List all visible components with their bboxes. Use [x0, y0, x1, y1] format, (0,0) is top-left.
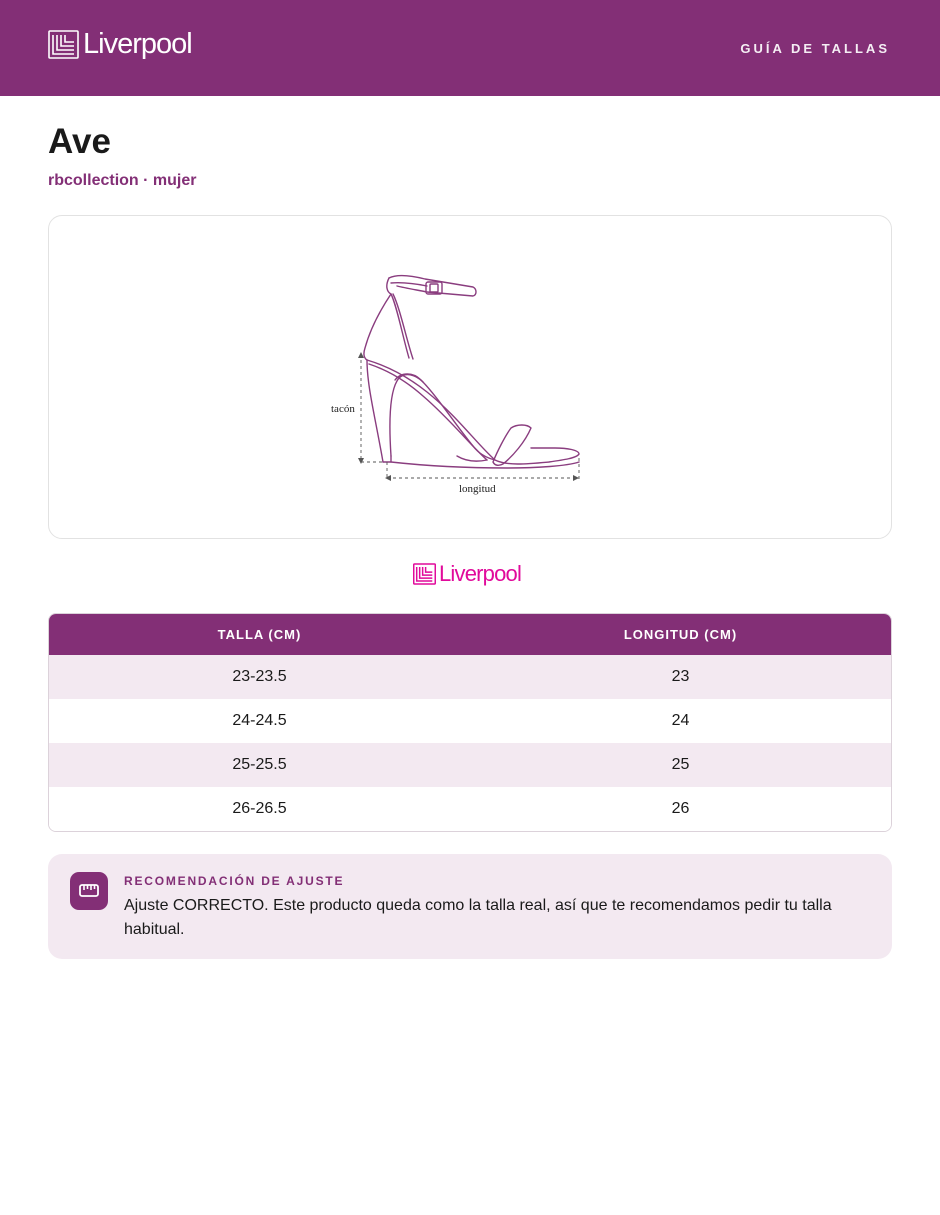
logo-wordmark: Liverpool — [83, 28, 192, 60]
shoe-diagram-card — [48, 215, 892, 539]
table-row — [49, 743, 891, 787]
size-cell: 24-24.5 — [232, 712, 287, 729]
table-row — [49, 787, 891, 831]
recommendation-text: Ajuste CORRECTO. Este producto queda como la talla real, así que te recomendamos pedir tu talla habitual. — [124, 897, 832, 938]
liverpool-brand-mark — [413, 563, 521, 585]
length-cell: 25 — [671, 756, 690, 773]
ruler-icon — [79, 883, 99, 899]
brand-mark-wordmark: Liverpool — [439, 561, 522, 586]
liverpool-logo[interactable] — [48, 30, 192, 59]
length-cell: 26 — [671, 800, 690, 817]
heel-label: tacón — [331, 403, 355, 415]
size-cell: 26-26.5 — [232, 800, 287, 817]
sandal-diagram — [327, 266, 587, 506]
liverpool-logo-icon — [48, 30, 79, 59]
ruler-icon-badge — [70, 872, 108, 910]
length-label: longitud — [459, 483, 496, 495]
size-table — [48, 613, 892, 832]
length-cell: 23 — [671, 668, 690, 685]
fit-recommendation — [48, 854, 892, 959]
column-header-length: LONGITUD (CM) — [623, 627, 738, 642]
recommendation-title: RECOMENDACIÓN DE AJUSTE — [124, 874, 345, 888]
size-table-body — [49, 655, 891, 831]
size-cell: 23-23.5 — [232, 668, 287, 685]
product-brand-line: rbcollection · mujer — [48, 172, 197, 189]
table-row — [49, 655, 891, 699]
size-guide-label: GUÍA DE TALLAS — [740, 41, 890, 56]
table-row — [49, 699, 891, 743]
top-header — [0, 0, 940, 96]
liverpool-mark-icon — [413, 563, 436, 585]
size-table-header — [49, 614, 891, 655]
length-cell: 24 — [671, 712, 690, 729]
product-title: Ave — [48, 122, 111, 161]
size-cell: 25-25.5 — [232, 756, 287, 773]
column-header-size: TALLA (CM) — [217, 627, 302, 642]
